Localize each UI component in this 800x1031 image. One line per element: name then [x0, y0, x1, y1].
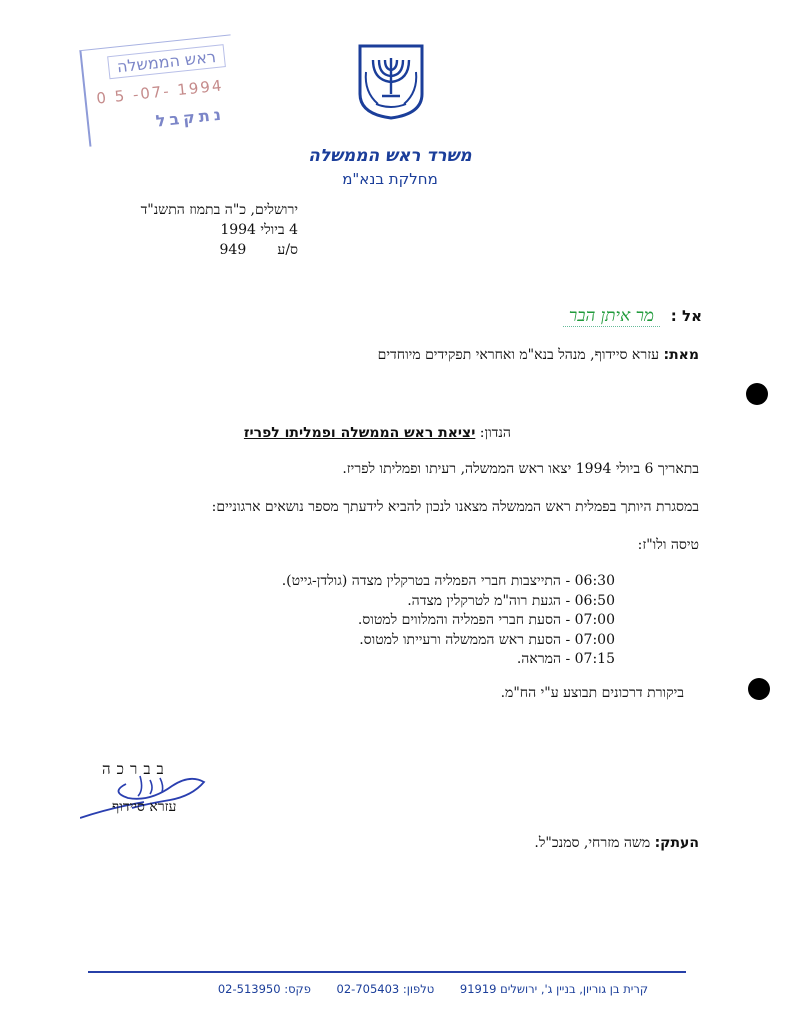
schedule-item: 07:00 - הסעת חברי הפמליה והמלווים למטוס. — [282, 611, 615, 631]
schedule-heading: טיסה ולו"ז: — [637, 537, 699, 553]
letterhead-footer — [196, 982, 648, 996]
gregorian-date: 4 ביולי 1994 — [220, 222, 298, 238]
dateline — [98, 200, 298, 260]
schedule-text: הסעת חברי הפמליה והמלווים למטוס. — [357, 612, 561, 628]
recipient-line — [563, 306, 702, 326]
division-name: מחלקת בנא"מ — [342, 170, 438, 188]
reference-number — [98, 240, 298, 260]
schedule-text: הגעת רוה"מ לטרקלין מצדה. — [407, 592, 561, 609]
reference-value: 949 — [219, 242, 247, 258]
ministry-name: משרד ראש הממשלה — [308, 146, 472, 166]
hebrew-date: ירושלים, כ"ה בתמוז התשנ"ד — [140, 202, 298, 218]
sender-line — [378, 346, 699, 364]
received-stamp — [79, 34, 240, 146]
schedule-time: 07:00 — [574, 631, 615, 648]
signatory-name: עזרא סיידוף — [112, 799, 177, 815]
body-paragraph-2: במסגרת היותך בפמלית ראש הממשלה מצאנו לנכון להביא לידעתך מספר נושאים ארגוניים: — [211, 499, 699, 515]
body-paragraph-1: בתאריך 6 ביולי 1994 יצאו ראש הממשלה, רעיתו ופמליתו לפריז. — [342, 461, 699, 477]
schedule-time: 06:30 — [574, 573, 615, 589]
schedule-text: הסעת ראש הממשלה ורעייתו למטוס. — [359, 631, 561, 648]
footer-divider — [88, 971, 686, 973]
passport-control-note: ביקורת דרכונים תבוצע ע"י הח"מ. — [500, 685, 684, 701]
sender-text: עזרא סיידוף, מנהל בנא"מ ואחראי תפקידים מיוחדים — [377, 347, 660, 363]
schedule-text: התייצבות חברי הפמליה בטרקלין מצדה (גולדן-גייט). — [281, 573, 561, 589]
footer-fax: פקס: 02-513950 — [217, 982, 311, 996]
cc-line — [534, 834, 699, 852]
recipient-label: אל : — [670, 307, 702, 325]
schedule-text: המראה. — [516, 651, 561, 667]
footer-address: קרית בן גוריון, בניין ג', ירושלים 91919 — [459, 982, 648, 996]
recipient-name: מר איתן הבר — [563, 306, 660, 327]
subject-title: יציאת ראש הממשלה ופמליתו לפריז — [243, 425, 476, 441]
hole-punch-mark — [748, 678, 770, 700]
schedule-time: 07:15 — [574, 651, 615, 667]
sender-label: מאת: — [663, 347, 699, 363]
schedule-time: 07:00 — [574, 612, 615, 628]
cc-text: משה מזרחי, סמנכ"ל. — [534, 835, 651, 851]
schedule-time: 06:50 — [574, 592, 615, 609]
reference-label: ס/ע — [277, 242, 298, 258]
state-emblem-icon — [356, 42, 426, 120]
schedule-item: 06:30 - התייצבות חברי הפמליה בטרקלין מצדה (גולדן-גייט). — [282, 572, 615, 592]
subject-line — [244, 424, 511, 442]
subject-label: הנדון: — [479, 425, 511, 441]
schedule-list — [282, 572, 615, 670]
closing-greeting: בברכה — [102, 760, 170, 778]
footer-phone: טלפון: 02-705403 — [336, 982, 435, 996]
schedule-item: 06:50 - הגעת רוה"מ לטרקלין מצדה. — [282, 592, 615, 612]
stamp-date: 0 5 -07- 1994 — [95, 76, 225, 108]
stamp-received: נתקבל — [154, 104, 226, 131]
cc-label: העתק: — [654, 835, 699, 851]
schedule-item: 07:15 - המראה. — [282, 650, 615, 670]
hole-punch-mark — [746, 383, 768, 405]
stamp-org: ראש הממשלה — [107, 44, 226, 79]
schedule-item: 07:00 - הסעת ראש הממשלה ורעייתו למטוס. — [282, 631, 615, 651]
